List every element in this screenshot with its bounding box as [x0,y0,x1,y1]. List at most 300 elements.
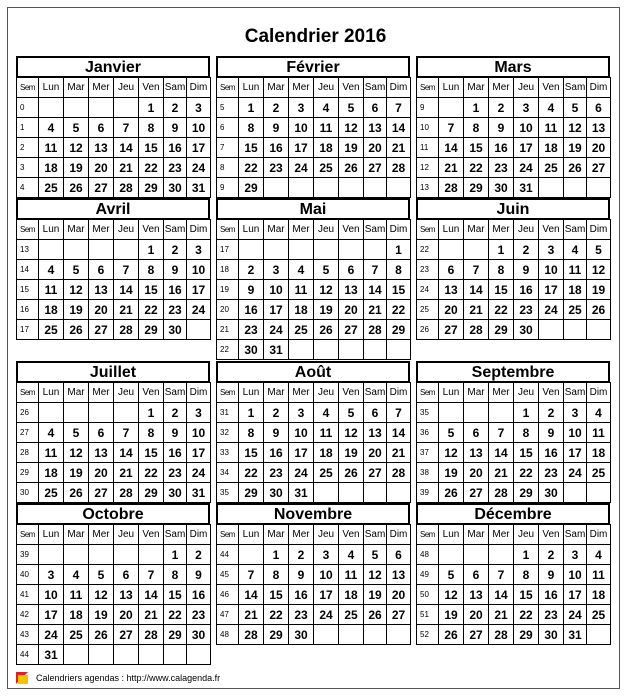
day-cell: 5 [339,403,364,423]
day-cell: 2 [489,98,514,118]
week-row [417,585,611,605]
week-number: 15 [17,280,39,300]
weekday-header: Mar [264,525,289,545]
day-cell: 3 [39,565,64,585]
day-cell [464,545,489,565]
day-cell: 28 [464,320,489,340]
week-number: 46 [217,585,239,605]
week-number-header: Sem [417,220,439,240]
day-cell: 20 [387,585,411,605]
day-cell: 5 [439,565,464,585]
day-cell [387,483,411,503]
footer-text[interactable]: Calendriers agendas : http://www.calagenda.fr [36,673,221,683]
calendar-title: Calendrier 2016 [244,26,387,47]
day-cell: 3 [187,403,211,423]
day-cell: 17 [514,138,539,158]
day-cell [239,240,264,260]
week-row [217,138,411,158]
day-cell: 1 [514,403,539,423]
day-cell: 7 [139,565,164,585]
day-cell: 25 [39,483,64,503]
day-cell: 21 [387,138,411,158]
day-cell [114,403,139,423]
week-number: 50 [417,585,439,605]
day-cell: 1 [514,545,539,565]
day-cell [339,178,364,198]
day-cell: 13 [464,443,489,463]
week-row [17,158,211,178]
week-row [17,260,211,280]
week-row [217,403,411,423]
day-cell [339,340,364,360]
week-row [417,280,611,300]
week-number: 44 [217,545,239,565]
day-cell: 6 [89,260,114,280]
day-cell: 25 [539,158,564,178]
day-cell: 8 [139,118,164,138]
day-cell [364,178,387,198]
day-cell [489,545,514,565]
day-cell: 15 [164,585,187,605]
week-number-header: Sem [217,78,239,98]
day-cell: 15 [239,138,264,158]
day-cell: 5 [439,423,464,443]
day-cell: 3 [564,545,587,565]
week-row [417,240,611,260]
day-cell: 22 [387,300,411,320]
weekday-header-row [17,220,211,240]
day-cell: 19 [339,443,364,463]
day-cell: 3 [187,98,211,118]
day-cell: 26 [64,483,89,503]
weekday-header: Sam [164,525,187,545]
day-cell: 6 [339,260,364,280]
day-cell: 22 [464,158,489,178]
day-cell: 29 [514,483,539,503]
week-number: 21 [217,320,239,340]
day-cell: 20 [89,300,114,320]
weekday-header: Ven [339,220,364,240]
week-row [417,98,611,118]
weekday-header: Mer [489,525,514,545]
day-cell: 19 [64,158,89,178]
footer [16,668,220,688]
week-number-header: Sem [17,78,39,98]
day-cell: 3 [289,98,314,118]
weekday-header: Ven [339,383,364,403]
day-cell: 29 [139,178,164,198]
weekday-header-row [217,220,411,240]
weekday-header: Lun [239,220,264,240]
week-row [417,178,611,198]
day-cell: 25 [64,625,89,645]
day-cell: 1 [164,545,187,565]
day-cell: 11 [289,280,314,300]
day-cell: 29 [239,178,264,198]
week-number-header: Sem [217,383,239,403]
day-cell [439,240,464,260]
week-number: 51 [417,605,439,625]
day-cell: 7 [387,98,411,118]
day-cell: 8 [514,423,539,443]
day-cell: 9 [239,280,264,300]
day-cell: 22 [264,605,289,625]
day-cell: 24 [264,320,289,340]
day-cell: 10 [187,423,211,443]
weekday-header: Sam [564,220,587,240]
day-cell: 11 [64,585,89,605]
day-cell: 24 [187,463,211,483]
day-cell: 28 [489,483,514,503]
day-cell: 13 [89,138,114,158]
weekday-header-row [17,525,211,545]
day-cell: 14 [489,585,514,605]
day-cell: 18 [39,158,64,178]
day-cell: 16 [514,280,539,300]
weekday-header: Ven [539,220,564,240]
day-cell: 5 [64,118,89,138]
month-table [16,219,211,340]
day-cell: 14 [114,443,139,463]
day-cell: 10 [514,118,539,138]
day-cell: 30 [239,340,264,360]
week-number: 48 [417,545,439,565]
day-cell [364,625,387,645]
day-cell: 18 [289,300,314,320]
day-cell: 30 [164,178,187,198]
day-cell: 6 [439,260,464,280]
day-cell: 2 [539,545,564,565]
day-cell: 25 [339,605,364,625]
week-row [17,565,211,585]
day-cell: 12 [314,280,339,300]
day-cell: 9 [164,260,187,280]
week-number: 32 [217,423,239,443]
weekday-header: Mar [264,220,289,240]
day-cell: 14 [439,138,464,158]
week-number: 35 [417,403,439,423]
day-cell [387,178,411,198]
day-cell: 24 [314,605,339,625]
day-cell: 10 [187,260,211,280]
week-number: 43 [17,625,39,645]
day-cell: 13 [114,585,139,605]
day-cell: 4 [39,118,64,138]
day-cell: 28 [364,320,387,340]
day-cell: 25 [314,158,339,178]
week-number: 22 [417,240,439,260]
weekday-header: Jeu [114,525,139,545]
day-cell: 10 [264,280,289,300]
day-cell: 11 [39,138,64,158]
week-row [17,300,211,320]
day-cell [564,320,587,340]
day-cell: 28 [387,463,411,483]
month-name: Juin [416,198,610,220]
day-cell: 29 [464,178,489,198]
day-cell: 18 [314,443,339,463]
day-cell: 1 [139,98,164,118]
day-cell: 2 [289,545,314,565]
week-row [17,483,211,503]
day-cell: 14 [139,585,164,605]
week-row [17,423,211,443]
day-cell: 24 [514,158,539,178]
weekday-header: Mar [64,383,89,403]
weekday-header: Sam [564,78,587,98]
week-row [17,118,211,138]
month-9 [16,503,210,665]
day-cell: 14 [387,423,411,443]
weekday-header: Mer [289,383,314,403]
day-cell: 10 [564,565,587,585]
week-number: 3 [17,158,39,178]
day-cell: 9 [514,260,539,280]
week-number-header: Sem [17,220,39,240]
day-cell: 16 [539,585,564,605]
day-cell: 31 [514,178,539,198]
week-number: 30 [17,483,39,503]
month-10 [216,503,410,645]
week-number-header: Sem [417,525,439,545]
month-1 [216,56,410,198]
day-cell: 11 [314,118,339,138]
week-number: 33 [217,443,239,463]
day-cell: 29 [139,483,164,503]
day-cell: 27 [89,483,114,503]
day-cell: 10 [289,423,314,443]
day-cell: 24 [39,625,64,645]
weekday-header: Ven [339,78,364,98]
week-number: 19 [217,280,239,300]
day-cell [314,178,339,198]
day-cell: 1 [387,240,411,260]
day-cell: 29 [489,320,514,340]
day-cell: 4 [314,98,339,118]
day-cell: 16 [239,300,264,320]
weekday-header: Sam [364,220,387,240]
weekday-header: Ven [139,220,164,240]
day-cell: 19 [64,463,89,483]
weekday-header: Sam [364,525,387,545]
day-cell: 3 [314,545,339,565]
week-row [417,260,611,280]
week-row [217,118,411,138]
day-cell [289,240,314,260]
weekday-header: Sam [164,78,187,98]
weekday-header: Lun [439,383,464,403]
week-row [17,443,211,463]
day-cell: 27 [89,178,114,198]
day-cell: 11 [339,565,364,585]
weekday-header: Ven [139,525,164,545]
day-cell: 26 [64,178,89,198]
weekday-header: Mer [89,525,114,545]
week-number: 49 [417,565,439,585]
week-row [17,280,211,300]
weekday-header: Lun [439,220,464,240]
day-cell: 8 [489,260,514,280]
week-row [217,443,411,463]
weekday-header-row [417,383,611,403]
weekday-header: Jeu [314,383,339,403]
day-cell [564,178,587,198]
day-cell: 10 [564,423,587,443]
week-number: 35 [217,483,239,503]
day-cell [464,240,489,260]
weekday-header-row [217,78,411,98]
day-cell: 9 [187,565,211,585]
month-table [216,219,411,360]
day-cell: 2 [264,403,289,423]
week-number: 17 [217,240,239,260]
day-cell: 18 [587,443,611,463]
week-number: 26 [417,320,439,340]
month-table [216,382,411,503]
weekday-header: Dim [587,78,611,98]
week-row [417,158,611,178]
week-number: 24 [417,280,439,300]
day-cell: 12 [439,585,464,605]
weekday-header: Jeu [314,220,339,240]
day-cell [39,240,64,260]
week-number: 37 [417,443,439,463]
day-cell: 16 [164,443,187,463]
day-cell: 17 [539,280,564,300]
day-cell: 22 [239,158,264,178]
week-number: 2 [17,138,39,158]
week-row [417,605,611,625]
day-cell: 20 [339,300,364,320]
day-cell [39,98,64,118]
day-cell: 15 [489,280,514,300]
day-cell: 27 [464,483,489,503]
day-cell: 24 [187,300,211,320]
month-11 [416,503,610,645]
day-cell: 21 [387,443,411,463]
day-cell: 13 [464,585,489,605]
day-cell: 28 [114,483,139,503]
day-cell [587,178,611,198]
day-cell: 18 [39,300,64,320]
day-cell: 14 [464,280,489,300]
day-cell: 12 [64,138,89,158]
month-name: Juillet [16,361,210,383]
day-cell [239,545,264,565]
day-cell: 25 [39,320,64,340]
weekday-header: Mar [264,383,289,403]
week-number-header: Sem [217,525,239,545]
day-cell: 20 [364,138,387,158]
day-cell: 22 [514,463,539,483]
day-cell [387,625,411,645]
day-cell: 9 [164,423,187,443]
day-cell: 4 [39,423,64,443]
week-row [17,605,211,625]
day-cell: 2 [239,260,264,280]
day-cell: 1 [489,240,514,260]
day-cell: 7 [114,423,139,443]
day-cell: 5 [564,98,587,118]
week-row [17,320,211,340]
month-5 [416,198,610,340]
day-cell: 28 [489,625,514,645]
weekday-header: Jeu [314,525,339,545]
day-cell: 6 [114,565,139,585]
week-row [417,463,611,483]
month-2 [416,56,610,198]
day-cell: 10 [289,118,314,138]
day-cell: 5 [89,565,114,585]
day-cell: 3 [289,403,314,423]
day-cell: 22 [164,605,187,625]
week-number: 29 [17,463,39,483]
week-number: 44 [17,645,39,665]
day-cell: 29 [387,320,411,340]
day-cell: 11 [314,423,339,443]
week-row [17,625,211,645]
weekday-header-row [217,525,411,545]
day-cell: 13 [439,280,464,300]
weekday-header: Mer [89,220,114,240]
day-cell [539,320,564,340]
weekday-header: Lun [39,383,64,403]
day-cell: 17 [564,585,587,605]
weekday-header: Sam [364,383,387,403]
day-cell: 26 [89,625,114,645]
week-row [417,483,611,503]
weekday-header: Lun [239,383,264,403]
day-cell: 18 [314,138,339,158]
day-cell [364,340,387,360]
week-number: 4 [17,178,39,198]
day-cell: 2 [164,98,187,118]
week-row [217,178,411,198]
weekday-header: Mer [89,383,114,403]
week-row [17,585,211,605]
week-row [217,280,411,300]
week-number: 36 [417,423,439,443]
day-cell: 23 [239,320,264,340]
weekday-header: Lun [39,78,64,98]
calagenda-logo-icon [16,672,28,684]
week-number: 26 [17,403,39,423]
day-cell: 14 [114,138,139,158]
week-number: 12 [417,158,439,178]
weekday-header: Lun [439,525,464,545]
day-cell: 13 [387,565,411,585]
day-cell: 4 [289,260,314,280]
day-cell: 9 [489,118,514,138]
day-cell: 21 [114,158,139,178]
day-cell: 6 [89,423,114,443]
week-number: 8 [217,158,239,178]
week-row [17,463,211,483]
day-cell: 28 [439,178,464,198]
day-cell: 19 [314,300,339,320]
week-number-header: Sem [17,383,39,403]
day-cell [187,320,211,340]
day-cell [89,545,114,565]
day-cell: 21 [439,158,464,178]
day-cell: 4 [39,260,64,280]
day-cell: 1 [139,240,164,260]
day-cell: 19 [339,138,364,158]
day-cell [39,403,64,423]
day-cell: 6 [89,118,114,138]
weekday-header: Jeu [514,220,539,240]
weekday-header: Mar [464,525,489,545]
